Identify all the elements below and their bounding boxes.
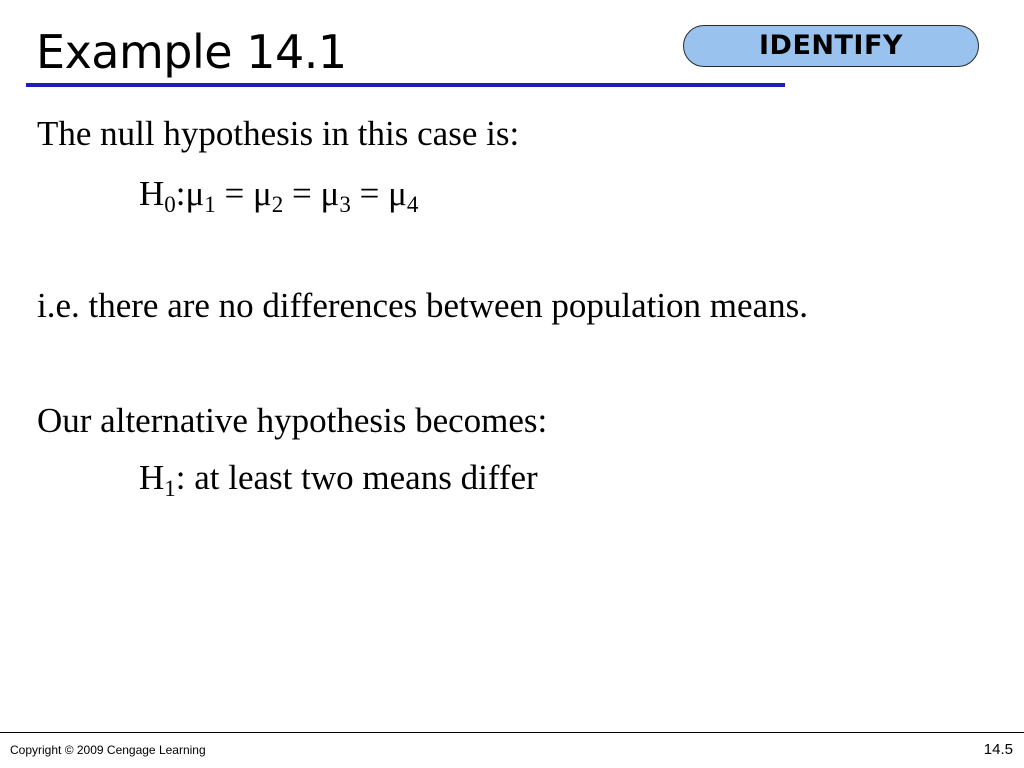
identify-badge: IDENTIFY: [683, 25, 979, 67]
alternative-hypothesis-formula: [139, 458, 538, 501]
equals-sign: =: [350, 174, 389, 213]
page-number: 14.5: [983, 741, 1013, 758]
alternative-hypothesis-text: : at least two means differ: [175, 458, 538, 497]
mu-subscript-4: 4: [406, 192, 419, 217]
mu-symbol: μ: [253, 174, 272, 213]
h-subscript: 1: [164, 476, 176, 501]
h-symbol: H: [139, 458, 165, 497]
alternative-hypothesis-intro: Our alternative hypothesis becomes:: [37, 401, 548, 440]
null-hypothesis-intro: The null hypothesis in this case is:: [37, 114, 520, 153]
mu-subscript-1: 1: [204, 192, 216, 217]
copyright-notice: Copyright © 2009 Cengage Learning: [10, 743, 206, 757]
equals-sign: =: [283, 174, 321, 213]
slide-title: Example 14.1: [36, 25, 347, 79]
h-symbol: H: [139, 174, 165, 213]
mu-symbol: μ: [388, 174, 407, 213]
h-subscript: 0: [164, 192, 176, 217]
footer-divider: [0, 732, 1024, 733]
mu-symbol: μ: [185, 174, 205, 213]
mu-subscript-2: 2: [271, 192, 284, 217]
mu-symbol: μ: [320, 174, 340, 213]
null-hypothesis-explanation: i.e. there are no differences between population means.: [37, 286, 808, 325]
title-underline: [26, 83, 785, 87]
colon: :: [175, 174, 186, 213]
equals-sign: =: [215, 174, 254, 213]
mu-subscript-3: 3: [339, 192, 351, 217]
null-hypothesis-formula: [139, 174, 419, 217]
